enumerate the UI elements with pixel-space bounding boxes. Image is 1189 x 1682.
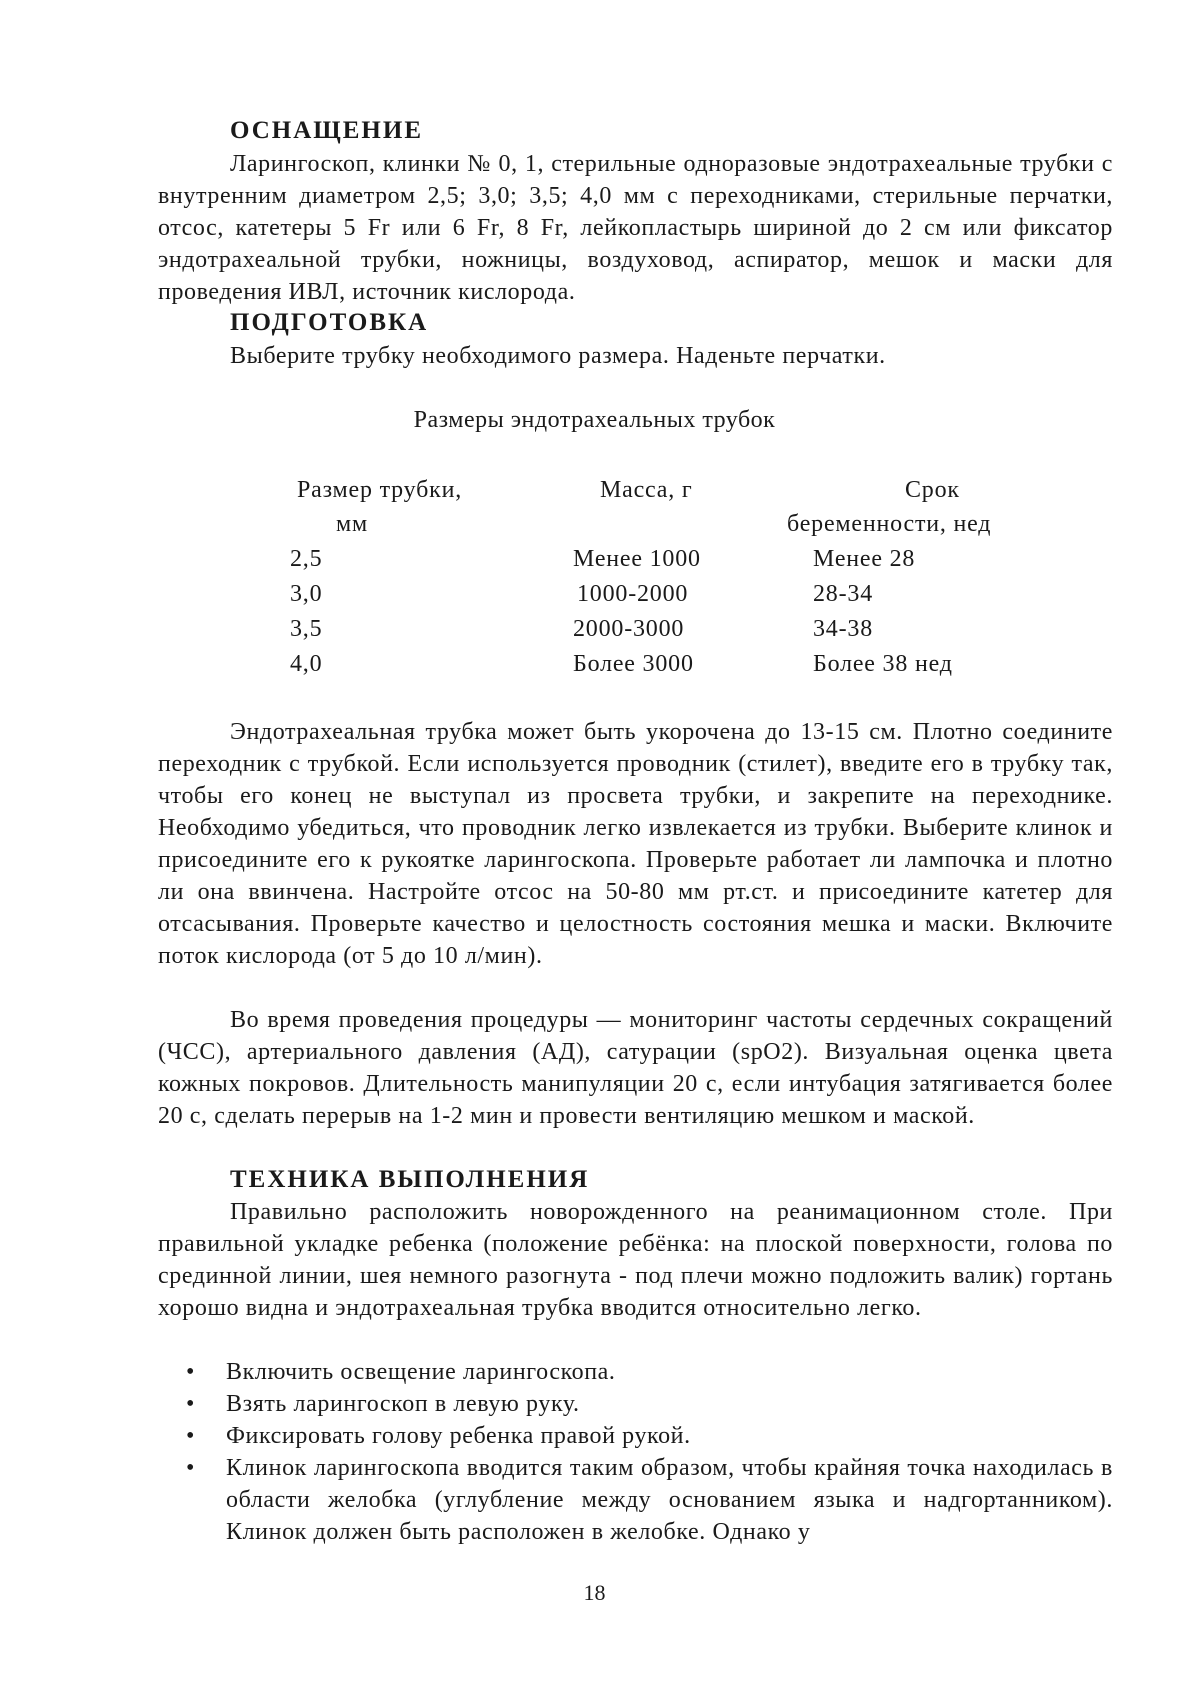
cell-term: 34-38 <box>813 616 873 642</box>
header-mass: Масса, г <box>600 477 693 503</box>
equipment-text: Ларингоскоп, клинки № 0, 1, стерильные одноразовые эндотрахеальные трубки с внутренним диаметром 2,5; 3,0; 3,5; 4,0 мм с переходниками, стерильные перчатки, отсос, катетеры 5 Fr или 6 Fr, 8 Fr, лейкопластырь шириной до 2 см или фиксатор эндотрахеальной трубки, ножницы, воздуховод, аспиратор, мешок и маски для проведения ИВЛ, источник кислорода. <box>158 151 1113 305</box>
body-paragraph-monitoring: Во время проведения процедуры — мониторинг частоты сердечных сокращений (ЧСС), артериального давления (АД), сатурации (spO2). Визуальная оценка цвета кожных покровов. Длительность манипуляции 20 с, если интубация затягивается более 20 с, сделать перерыв на 1-2 мин и провести вентиляцию мешком и маской. <box>158 1007 1113 1129</box>
cell-size: 4,0 <box>290 651 323 677</box>
body-paragraph-tube-prep: Эндотрахеальная трубка может быть укорочена до 13-15 см. Плотно соедините переходник с трубкой. Если используется проводник (стилет), введите его в трубку так, чтобы его конец не выступал из просвета трубки, и закрепите на переходнике. Необходимо убедиться, что проводник легко извлекается из трубки. Выберите клинок и присоедините его к рукоятке ларингоскопа. Проверьте работает ли лампочка и плотно ли она ввинчена. Настройте отсос на 50-80 мм рт.ст. и присоедините катетер для отсасывания. Проверьте качество и целостность состояния мешка и маски. Включите поток кислорода (от 5 до 10 л/мин). <box>158 719 1113 969</box>
header-size-line2: мм <box>336 511 368 537</box>
cell-term: 28-34 <box>813 581 873 607</box>
cell-size: 3,5 <box>290 616 323 642</box>
list-item-text: Включить освещение ларингоскопа. <box>226 1359 616 1385</box>
technique-heading: ТЕХНИКА ВЫПОЛНЕНИЯ <box>230 1166 590 1193</box>
header-term-line2: беременности, нед <box>787 511 992 537</box>
cell-mass: 1000-2000 <box>577 581 689 607</box>
list-item <box>186 1420 1113 1452</box>
bullet-icon: • <box>186 1455 196 1481</box>
technique-steps-list <box>186 1356 1113 1548</box>
preparation-heading: ПОДГОТОВКА <box>230 309 429 336</box>
bullet-icon: • <box>186 1391 196 1417</box>
equipment-heading: ОСНАЩЕНИЕ <box>230 117 423 144</box>
cell-size: 2,5 <box>290 546 323 572</box>
list-item <box>186 1356 1113 1388</box>
bullet-icon: • <box>186 1423 196 1449</box>
list-item-text: Фиксировать голову ребенка правой рукой. <box>226 1423 691 1449</box>
table-caption: Размеры эндотрахеальных трубок <box>413 407 776 433</box>
header-term-line1: Срок <box>905 477 960 503</box>
cell-term: Более 38 нед <box>813 651 953 677</box>
preparation-text: Выберите трубку необходимого размера. Наденьте перчатки. <box>230 343 886 369</box>
cell-mass: Более 3000 <box>573 651 694 677</box>
cell-size: 3,0 <box>290 581 323 607</box>
list-item <box>186 1388 1113 1420</box>
list-item <box>186 1452 1113 1548</box>
cell-term: Менее 28 <box>813 546 916 572</box>
cell-mass: 2000-3000 <box>573 616 685 642</box>
header-size-line1: Размер трубки, <box>297 477 463 503</box>
cell-mass: Менее 1000 <box>573 546 701 572</box>
list-item-text: Клинок ларингоскопа вводится таким образом, чтобы крайняя точка находилась в области желобка (углубление между основанием языка и надгортанником). Клинок должен быть расположен в желобке. Однако у <box>226 1455 1113 1545</box>
bullet-icon: • <box>186 1359 196 1385</box>
list-item-text: Взять ларингоскоп в левую руку. <box>226 1391 580 1417</box>
technique-text: Правильно расположить новорожденного на реанимационном столе. При правильной укладке ребенка (положение ребёнка: на плоской поверхности, голова по срединной линии, шея немного разогнута - под плечи можно подложить валик) гортань хорошо видна и эндотрахеальная трубка вводится относительно легко. <box>158 1199 1113 1321</box>
page-number: 18 <box>583 1580 606 1605</box>
